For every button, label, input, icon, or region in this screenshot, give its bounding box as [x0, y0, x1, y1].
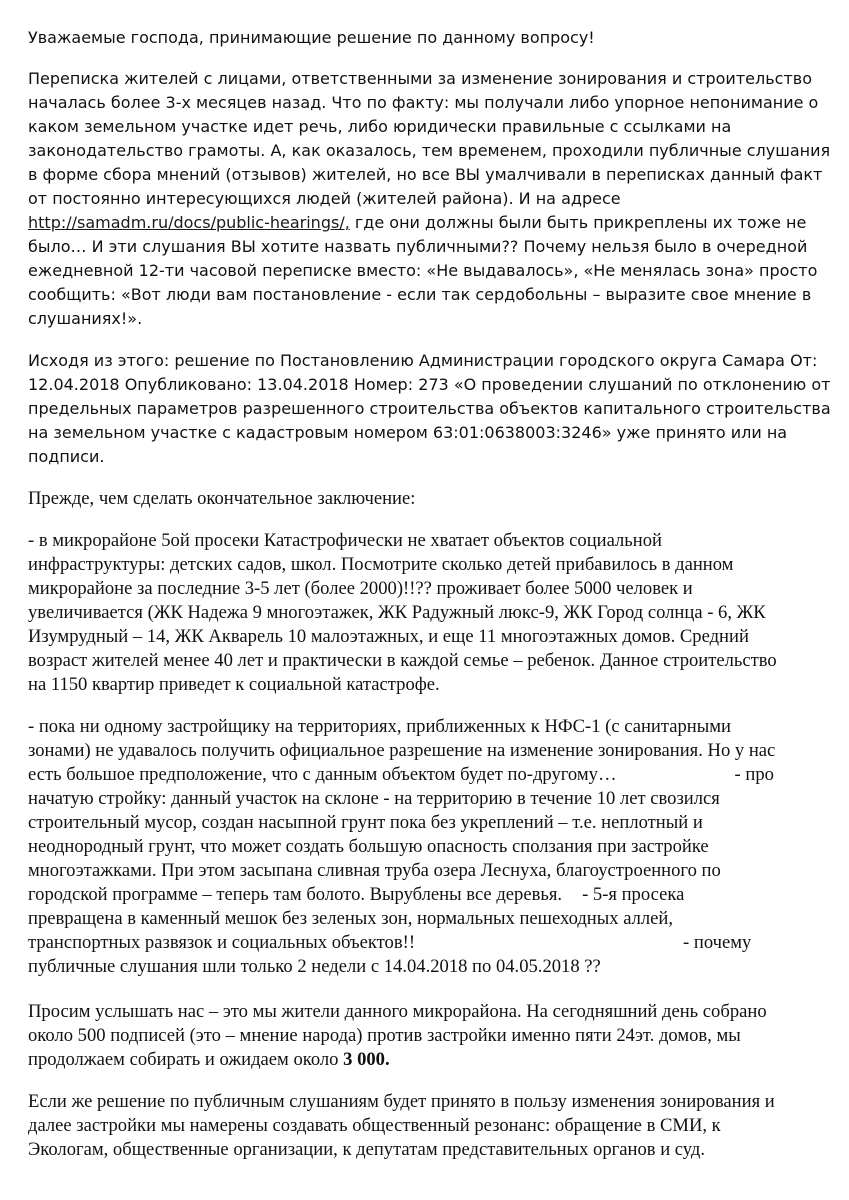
text-span: есть большое предположение, что с данным объектом будет по-другому… — [28, 764, 617, 785]
text-line: инфраструктуры: детских садов, школ. Посмотрите сколько детей прибавилось в данном — [28, 554, 734, 575]
text-line — [28, 931, 751, 955]
text-span: где они должны были быть прикреплены их тоже не — [349, 213, 807, 232]
text-line: возраст жителей менее 40 лет и практически в каждой семье – ребенок. Данное строительство — [28, 650, 777, 671]
text-line: на 1150 квартир приведет к социальной катастрофе. — [28, 674, 440, 695]
text-line: - в микрорайоне 5ой просеки Катастрофически не хватает объектов социальной — [28, 530, 662, 551]
text-line: Просим услышать нас – это мы жители данного микрорайона. На сегодняшний день собрано — [28, 1001, 767, 1022]
text-line: Если же решение по публичным слушаниям будет принято в пользу изменения зонирования и — [28, 1091, 775, 1112]
text-span: - почему — [683, 932, 752, 953]
public-hearings-link[interactable]: http://samadm.ru/docs/public-hearings/, — [28, 213, 350, 232]
text-line — [28, 763, 774, 787]
text-line: неоднородный грунт, что может создать большую опасность сползания при застройке — [28, 836, 709, 857]
signature-target: 3 000. — [343, 1049, 390, 1070]
text-line — [28, 211, 806, 235]
text-line: - пока ни одному застройщику на территориях, приближенных к НФС-1 (с санитарными — [28, 716, 731, 737]
text-line: Исходя из этого: решение по Постановлению Администрации городского округа Самара От: — [28, 351, 818, 370]
text-line: многоэтажками. При этом засыпана сливная труба озера Леснуха, благоустроенного по — [28, 860, 721, 881]
text-line: от постоянно интересующихся людей (жителей района). И на адресе — [28, 189, 621, 208]
text-line: Изумрудный – 14, ЖК Акварель 10 малоэтажных, и еще 11 многоэтажных домов. Средний — [28, 626, 749, 647]
text-span: - про — [734, 764, 774, 785]
text-line: каком земельном участке идет речь, либо юридически правильные с ссылками на — [28, 117, 732, 136]
text-span: - 5-я просека — [582, 884, 685, 905]
text-line: Переписка жителей с лицами, ответственными за изменение зонирования и строительство — [28, 69, 812, 88]
text-line: далее застройки мы намерены создавать общественный резонанс: обращение в СМИ, к — [28, 1115, 721, 1136]
text-line: зонами) не удавалось получить официальное разрешение на изменение зонирования. Но у нас — [28, 740, 776, 761]
text-line: на земельном участке с кадастровым номером 63:01:0638003:3246» уже принято или на — [28, 423, 788, 442]
text-line: превращена в каменный мешок без зеленых зон, нормальных пешеходных аллей, — [28, 908, 674, 929]
text-span: продолжаем собирать и ожидаем около — [28, 1049, 344, 1070]
text-line — [28, 883, 684, 907]
text-line: 12.04.2018 Опубликовано: 13.04.2018 Номер: 273 «О проведении слушаний по отклонению от — [28, 375, 831, 394]
text-line: начатую стройку: данный участок на склоне - на территорию в течение 10 лет свозился — [28, 788, 720, 809]
text-line: публичные слушания шли только 2 недели с 14.04.2018 по 04.05.2018 ?? — [28, 956, 601, 977]
greeting: Уважаемые господа, принимающие решение по данному вопросу! — [28, 28, 595, 47]
text-line: слушаниях!». — [28, 309, 143, 328]
text-line: было… И эти слушания ВЫ хотите назвать публичными?? Почему нельзя было в очередной — [28, 237, 808, 256]
text-span: городской программе – теперь там болото. Вырублены все деревья. — [28, 884, 563, 905]
text-line: увеличивается (ЖК Надежа 9 многоэтажек, ЖК Радужный люкс-9, ЖК Город солнца - 6, ЖК — [28, 602, 766, 623]
text-line: около 500 подписей (это – мнение народа) против застройки именно пяти 24эт. домов, мы — [28, 1025, 741, 1046]
text-line: в форме сбора мнений (отзывов) жителей, но все ВЫ умалчивали в переписках данный факт — [28, 165, 823, 184]
text-line: микрорайоне за последние 3-5 лет (более 2000)!!?? проживает более 5000 человек и — [28, 578, 693, 599]
text-line — [28, 1048, 390, 1072]
text-line: Экологам, общественные организации, к депутатам представительных органов и суд. — [28, 1139, 706, 1160]
text-line: ежедневной 12-ти часовой переписке вместо: «Не выдавалось», «Не менялась зона» просто — [28, 261, 818, 280]
text-line: законодательство грамоты. А, как оказалось, тем временем, проходили публичные слушания — [28, 141, 831, 160]
text-line: строительный мусор, создан насыпной грунт пока без укреплений – т.е. неплотный и — [28, 812, 703, 833]
text-line: подписи. — [28, 447, 105, 466]
paragraph-intro: Прежде, чем сделать окончательное заключение: — [28, 488, 416, 509]
text-line: началась более 3-х месяцев назад. Что по факту: мы получали либо упорное непонимание о — [28, 93, 819, 112]
text-line: предельных параметров разрешенного строительства объектов капитального строительства — [28, 399, 831, 418]
text-span: транспортных развязок и социальных объектов!! — [28, 932, 416, 953]
text-line: сообщить: «Вот люди вам постановление - если так сердобольны – выразите свое мнение в — [28, 285, 812, 304]
